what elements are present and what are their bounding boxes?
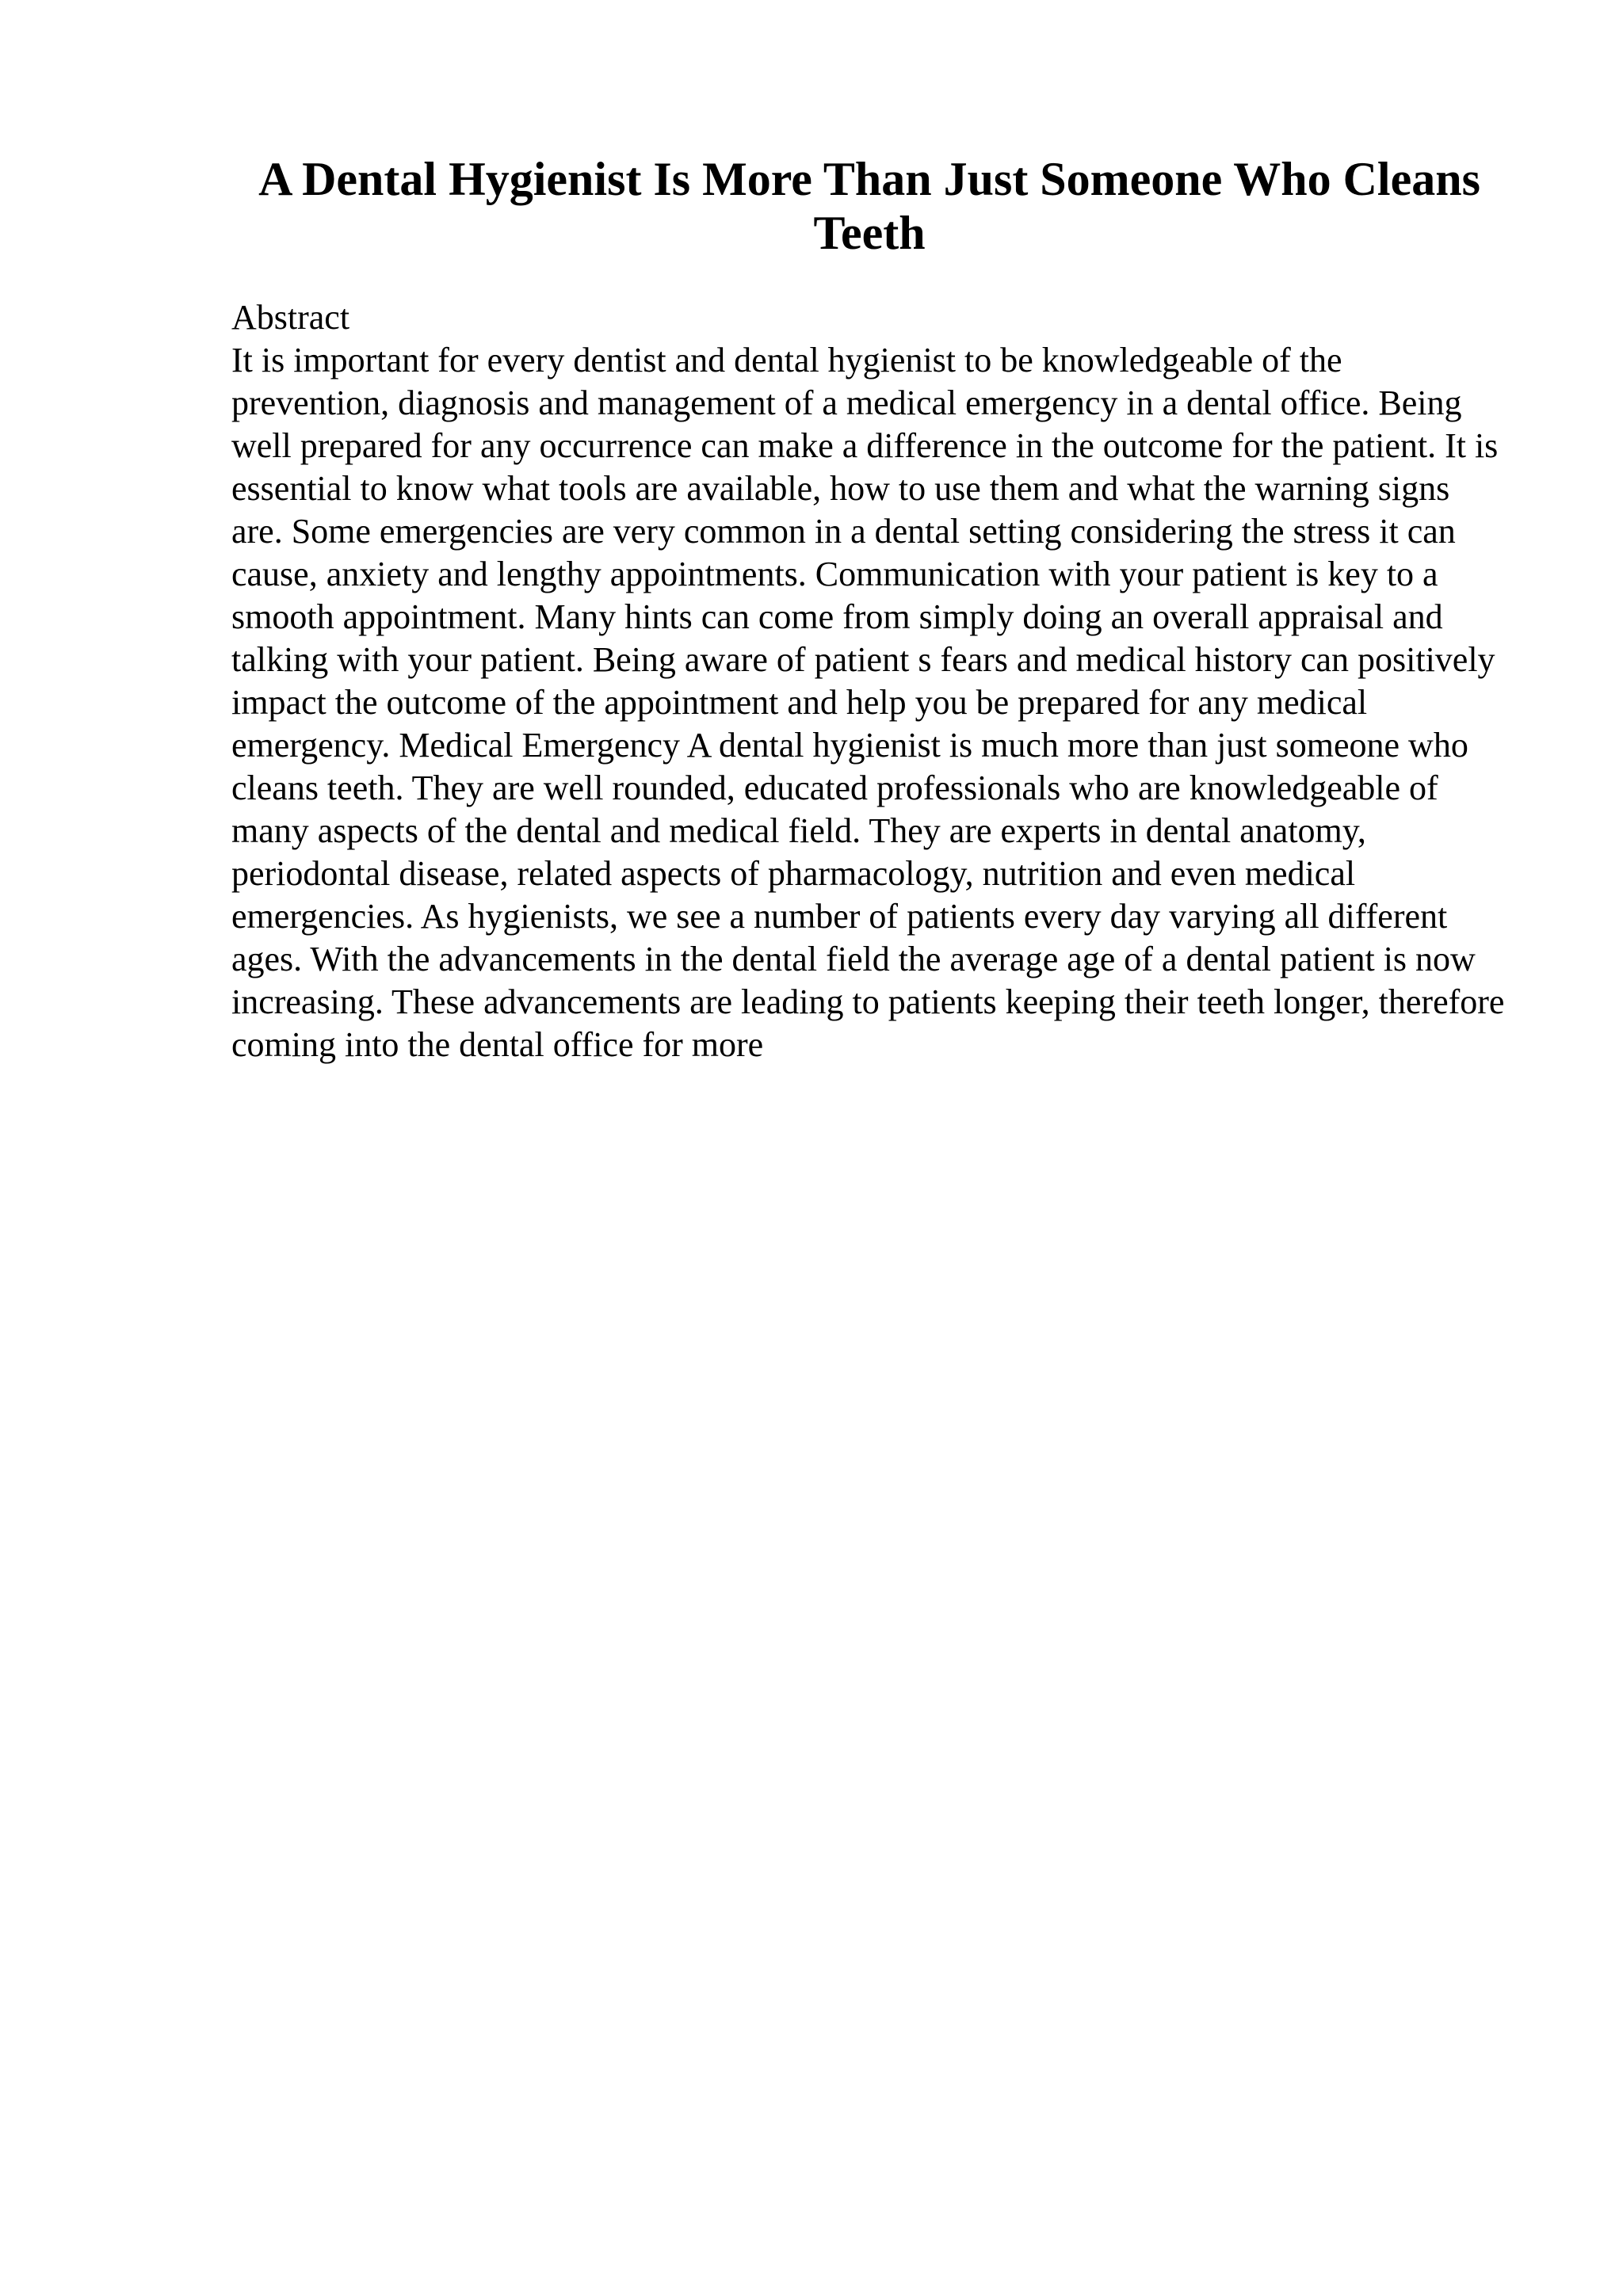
abstract-heading: Abstract <box>231 298 350 337</box>
document-title: A Dental Hygienist Is More Than Just Someone Who Cleans Teeth <box>258 153 1480 259</box>
document-content <box>231 152 1507 1066</box>
abstract-body: It is important for every dentist and dental hygienist to be knowledgeable of the prevention, diagnosis and management of a medical emergency in a dental office. Being well prepared for any occurrence can make a difference in the outcome for the patient. It is essential to know what tools are available, how to use them and what the warning signs are. Some emergencies are very common in a dental setting considering the stress it can cause, anxiety and lengthy appointments. Communication with your patient is key to a smooth appointment. Many hints can come from simply doing an overall appraisal and talking with your patient. Being aware of patient s fears and medical history can positively impact the outcome of the appointment and help you be prepared for any medical emergency. Medical Emergency A dental hygienist is much more than just someone who cleans teeth. They are well rounded, educated professionals who are knowledgeable of many aspects of the dental and medical field. They are experts in dental anatomy, periodontal disease, related aspects of pharmacology, nutrition and even medical emergencies. As hygienists, we see a number of patients every day varying all different ages. With the advancements in the dental field the average age of a dental patient is now increasing. These advancements are leading to patients keeping their teeth longer, therefore coming into the dental office for more <box>231 341 1505 1064</box>
